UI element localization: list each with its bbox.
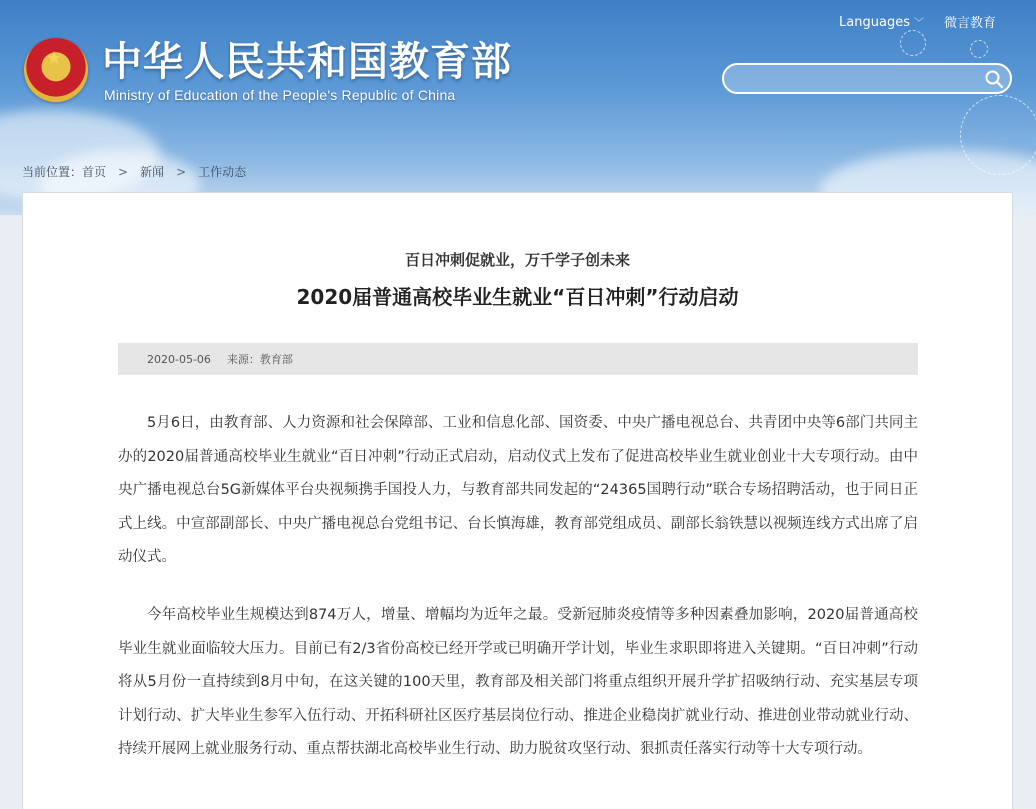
article-paragraph: 5月6日，由教育部、人力资源和社会保障部、工业和信息化部、国资委、中央广播电视总台、共青团中央等6部门共同主办的2020届普通高校毕业生就业“百日冲刺”行动正式启动，启动仪式上发布了促进高校毕业生就业创业十大专项行动。由中央广播电视总台5G新媒体平台央视频携手国投人力，与教育部共同发起的“24365国聘行动”联合专场招聘活动，也于同日正式上线。中宣部副部长、中央广播电视总台党组书记、台长慎海雄，教育部党组成员、副部长翁铁慧以视频连线方式出席了启动仪式。 (118, 415, 918, 565)
article-meta (118, 343, 918, 375)
search-box (722, 63, 1012, 94)
languages-label: Languages (839, 14, 910, 30)
dandelion-decoration (900, 30, 926, 56)
search-input[interactable] (724, 65, 974, 92)
header-banner (0, 0, 1036, 215)
article-source: 来源：教育部 (226, 353, 293, 366)
dandelion-decoration (970, 40, 988, 58)
breadcrumb-news[interactable]: 新闻 (140, 165, 165, 179)
breadcrumb-label: 当前位置： (22, 165, 83, 179)
search-icon[interactable] (984, 69, 1004, 89)
site-subtitle: Ministry of Education of the People's Republic of China (104, 87, 456, 103)
chevron-down-icon: ﹀ (913, 17, 924, 29)
star-icon: ★ (46, 48, 63, 69)
chevron-right-icon: > (176, 164, 187, 179)
article-paragraph: 今年高校毕业生规模达到874万人，增量、增幅均为近年之最。受新冠肺炎疫情等多种因素叠加影响，2020届普通高校毕业生就业面临较大压力。目前已有2/3省份高校已经开学或已明确开学计划，毕业生求职即将进入关键期。“百日冲刺”行动将从5月份一直持续到8月中旬，在这关键的100天里，教育部及相关部门将重点组织开展升学扩招吸纳行动、充实基层专项计划行动、扩大毕业生参军入伍行动、开拓科研社区医疗基层岗位行动、推进企业稳岗扩就业行动、推进创业带动就业行动、持续开展网上就业服务行动、重点帮扶湖北高校毕业生行动、助力脱贫攻坚行动、狠抓责任落实行动等十大专项行动。 (118, 607, 918, 757)
breadcrumb-home[interactable]: 首页 (82, 165, 107, 179)
article-title: 2020届普通高校毕业生就业“百日冲刺”行动启动 (296, 285, 739, 309)
site-title[interactable]: 中华人民共和国教育部 (102, 38, 512, 85)
national-emblem-logo[interactable] (24, 38, 88, 102)
article-panel (22, 192, 1013, 809)
article-subhead: 百日冲刺促就业，万千学子创未来 (404, 251, 630, 269)
dandelion-decoration (960, 95, 1036, 175)
breadcrumb (22, 163, 246, 180)
breadcrumb-work-news[interactable]: 工作动态 (198, 165, 247, 179)
article-date: 2020-05-06 (147, 352, 211, 366)
chevron-right-icon: > (118, 164, 129, 179)
weibo-link[interactable]: 微言教育 (943, 16, 996, 31)
languages-menu[interactable] (839, 14, 924, 30)
top-links (839, 12, 996, 31)
